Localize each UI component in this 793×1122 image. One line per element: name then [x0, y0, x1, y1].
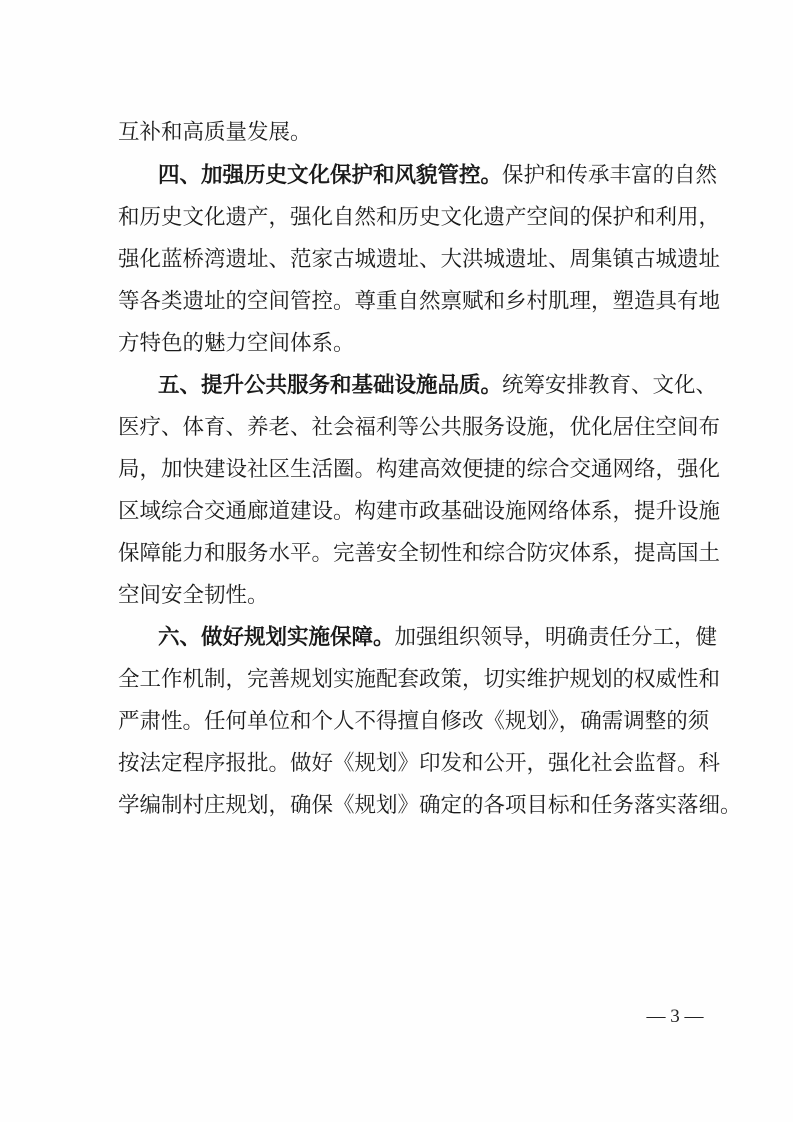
section-5-line: 保障能力和服务水平。完善安全韧性和综合防灾体系，提高国土 — [118, 541, 721, 566]
section-6-line: 全工作机制，完善规划实施配套政策，切实维护规划的权威性和 — [118, 667, 721, 692]
section-6-line: 学编制村庄规划，确保《规划》确定的各项目标和任务落实落细。 — [118, 793, 742, 818]
section-6-text: 加强组织领导，明确责任分工，健 — [394, 625, 718, 650]
section-5-heading: 五、提升公共服务和基础设施品质。 — [158, 373, 503, 398]
section-5-text: 统筹安排教育、文化、 — [502, 373, 718, 398]
section-6-first-line — [158, 623, 718, 653]
page-number: — 3 — — [646, 1006, 704, 1027]
section-4-text: 保护和传承丰富的自然 — [502, 163, 718, 188]
section-5-line: 医疗、体育、养老、社会福利等公共服务设施，优化居住空间布 — [118, 415, 721, 440]
paragraph-continuation: 互补和高质量发展。 — [118, 120, 312, 145]
section-4-heading: 四、加强历史文化保护和风貌管控。 — [158, 163, 503, 188]
section-5-line: 区域综合交通廊道建设。构建市政基础设施网络体系，提升设施 — [118, 499, 721, 524]
section-6-line: 严肃性。任何单位和个人不得擅自修改《规划》，确需调整的须 — [118, 709, 710, 734]
section-6-heading: 六、做好规划实施保障。 — [158, 625, 395, 650]
section-5-line: 局，加快建设社区生活圈。构建高效便捷的综合交通网络，强化 — [118, 457, 721, 482]
section-5-first-line — [158, 371, 718, 401]
section-6-line: 按法定程序报批。做好《规划》印发和公开，强化社会监督。科 — [118, 751, 721, 776]
section-4-line: 强化蓝桥湾遗址、范家古城遗址、大洪城遗址、周集镇古城遗址 — [118, 247, 721, 272]
section-4-line: 和历史文化遗产，强化自然和历史文化遗产空间的保护和利用， — [118, 205, 721, 230]
section-4-line: 等各类遗址的空间管控。尊重自然禀赋和乡村肌理，塑造具有地 — [118, 289, 721, 314]
section-4-line: 方特色的魅力空间体系。 — [118, 331, 355, 356]
section-5-line: 空间安全韧性。 — [118, 583, 269, 608]
section-4-first-line — [158, 161, 718, 191]
